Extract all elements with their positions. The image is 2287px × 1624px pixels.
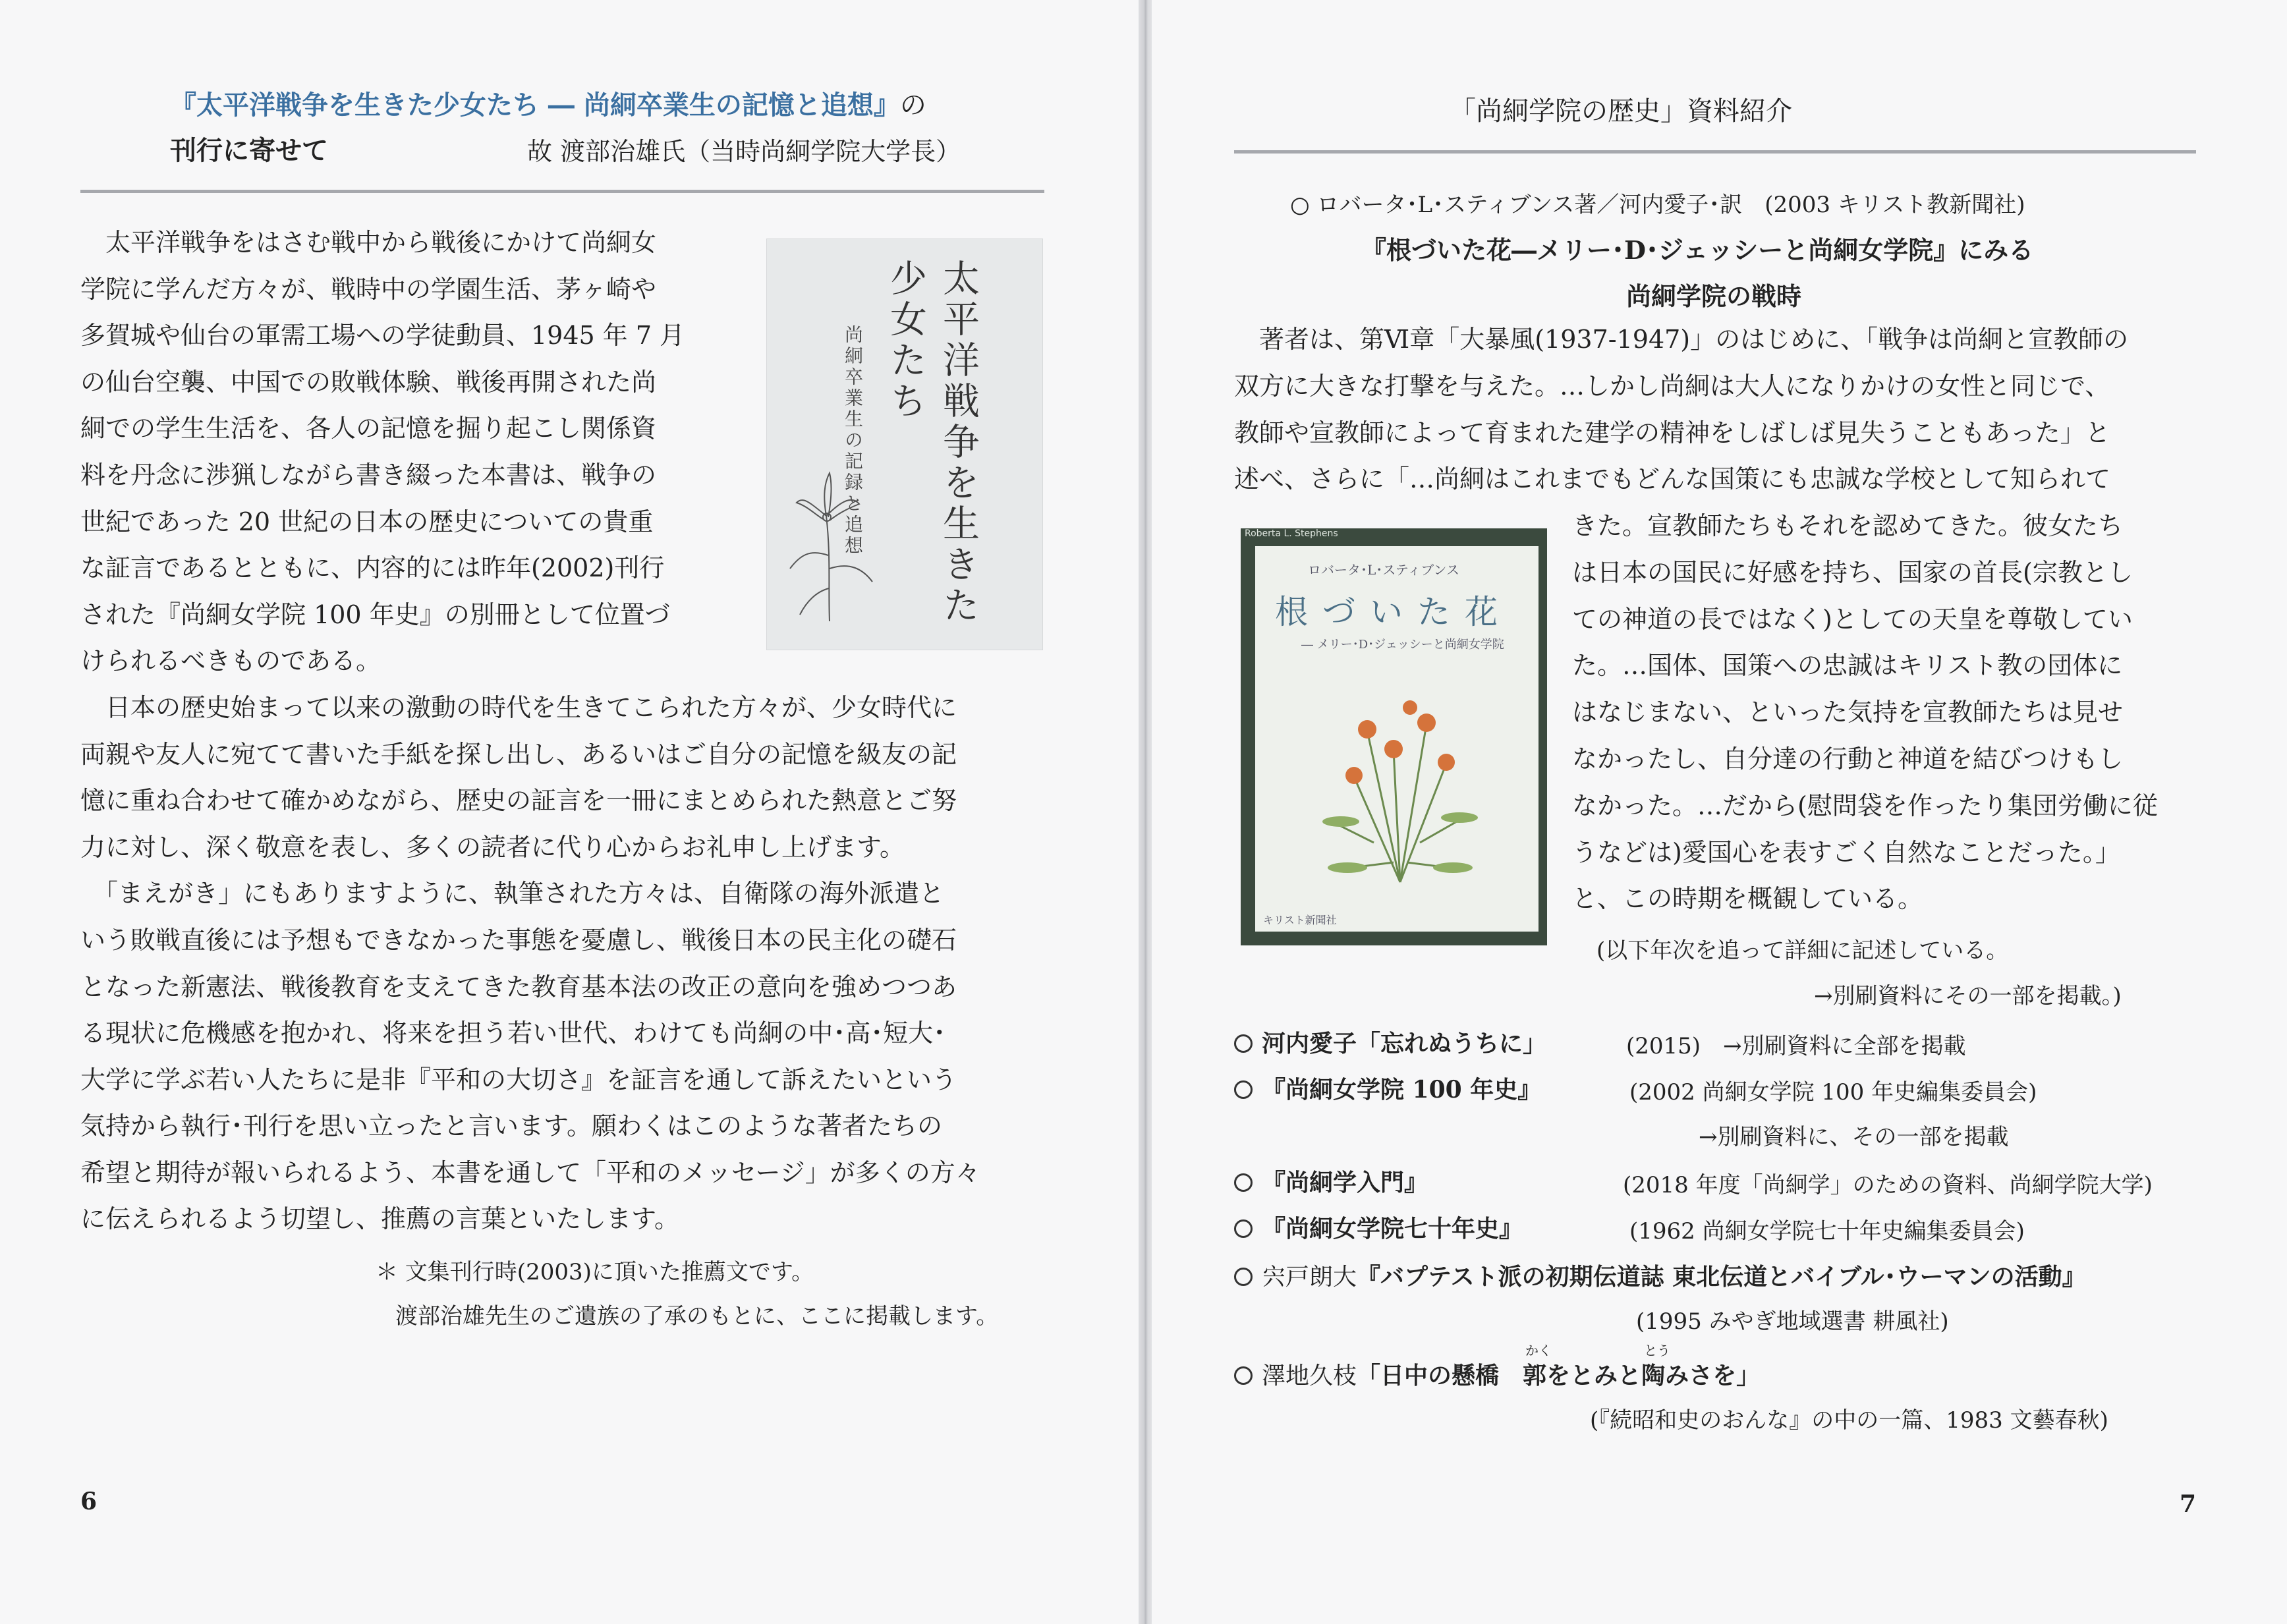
flower-illustration-icon (1295, 671, 1506, 889)
body-line: る現状に危機感を抱かれ、将来を担う若い世代、わけても尚絅の中･高･短大･ (80, 1019, 946, 1048)
title-rule (80, 190, 1044, 193)
ruby-base: 陶 (1641, 1362, 1666, 1389)
list-item (1234, 1071, 1541, 1105)
item1-section: 尚絅学院の戦時 (1626, 281, 1802, 311)
list-item-detail: (2018 年度「尚絅学」のための資料、尚絅学院大学) (1623, 1172, 2153, 1198)
body-line: 大学に学ぶ若い人たちに是非『平和の大切さ』を証言を通して訴えたいという (80, 1065, 957, 1094)
article-author: 故 渡部治雄氏（当時尚絅学院大学長） (527, 137, 961, 166)
book2-author: ロバータ･L･スティブンス (1308, 562, 1459, 578)
right-page (1152, 0, 2287, 1624)
body-line: はなじまない、といった気持を宣教師たちは見せ (1572, 698, 2124, 727)
body-line: 述べ、さらに「…尚絅はこれまでもどんな国策にも忠誠な学校として知られて (1234, 464, 2111, 494)
body-line: 教師や宣教師によって育まれた建学の精神をしばしば見失うこともあった」と (1234, 418, 2110, 447)
body-line: なかったし、自分達の行動と神道を結びつけもし (1572, 744, 2124, 773)
book-cover-image-2 (1241, 528, 1547, 945)
list-item-title: 『尚絅学入門』 (1262, 1169, 1428, 1196)
list-item-title (1357, 1343, 1761, 1389)
body-line: いう敗戦直後には予想もできなかった事態を憂慮し、戦後日本の民主化の礎石 (80, 925, 957, 955)
body-line: 双方に大きな打撃を与えた。…しかし尚絅は大人になりかけの女性と同じで、 (1234, 371, 2110, 401)
title-part: をとみと (1546, 1362, 1642, 1389)
body-line: 「まえがき」にもありますように、執筆された方々は、自衛隊の海外派遣と (80, 879, 945, 909)
list-item (1234, 1258, 2086, 1292)
circle-bullet-icon (1234, 1034, 1253, 1053)
list-item (1234, 1164, 1428, 1198)
item1-citation: ○ ロバータ･L･スティブンス著／河内愛子･訳 (2003 キリスト教新聞社) (1290, 192, 2025, 218)
list-item (1234, 1210, 1523, 1244)
body-line: けられるべきものである。 (80, 646, 381, 676)
article-body (80, 219, 1052, 1243)
article-subtitle: 刊行に寄せて (170, 135, 328, 166)
circle-bullet-icon (1234, 1080, 1253, 1099)
list-item-detail-2: →別刷資料に、その一部を掲載 (1699, 1124, 2009, 1150)
ruby-reading: かく (1525, 1343, 1552, 1358)
body-line: は日本の国民に好感を持ち、国家の首長(宗教とし (1572, 557, 2133, 587)
body-line: 料を丹念に渉猟しながら書き綴った本書は、戦争の (80, 460, 657, 490)
list-item-author: 宍戸朗大 (1262, 1264, 1357, 1291)
body-line: 絅での学生生活を、各人の記憶を掘り起こし関係資 (80, 414, 657, 443)
body-line: 著者は、第Ⅵ章「大暴風(1937-1947)」のはじめに、「戦争は尚絅と宣教師の (1234, 325, 2129, 354)
footnote-1: ＊ 文集刊行時(2003)に頂いた推薦文です。 (376, 1259, 814, 1285)
list-item-detail: (1995 みやぎ地域選書 耕風社) (1636, 1308, 1949, 1335)
footnote-2: 渡部治雄先生のご遺族の了承のもとに、ここに掲載します。 (395, 1303, 999, 1330)
list-item-author: 澤地久枝 (1262, 1362, 1357, 1389)
book2-band: Roberta L. Stephens (1245, 528, 1338, 539)
article-title-text: 『太平洋戦争を生きた少女たち ― 尚絅卒業生の記憶と追想』 (170, 90, 900, 121)
body-line: なかった。…だから(慰問袋を作ったり集団労働に従 (1572, 791, 2158, 820)
list-item-title: 『バプテスト派の初期伝道誌 東北伝道とバイブル･ウーマンの活動』 (1357, 1263, 2086, 1291)
circle-bullet-icon (1234, 1173, 1253, 1192)
body-line: 気持から執行･刊行を思い立ったと言います。願わくはこのような著者たちの (80, 1111, 942, 1141)
item1-body (1234, 316, 2128, 503)
book2-cover-inner (1255, 546, 1539, 932)
article-title (170, 84, 926, 122)
list-item (1234, 1343, 1761, 1391)
section-title-rule (1234, 150, 2196, 154)
item1-note-b: →別刷資料にその一部を掲載。) (1814, 983, 2122, 1009)
circle-bullet-icon (1234, 1268, 1253, 1286)
article-title-suffix: の (899, 90, 926, 121)
body-line: ての神道の長ではなく)としての天皇を尊敬してい (1572, 604, 2133, 634)
body-line: に伝えられるよう切望し、推薦の言葉といたします。 (80, 1204, 679, 1234)
body-line: 憶に重ね合わせて確かめながら、歴史の証言を一冊にまとめられた熱意とご努 (80, 786, 957, 816)
body-line: となった新憲法、戦後教育を支えてきた教育基本法の改正の意向を強めつつあ (80, 972, 957, 1001)
title-part: 「日中の懸橋 (1357, 1362, 1523, 1389)
body-line: 太平洋戦争をはさむ戦中から戦後にかけて尚絅女 (80, 228, 657, 257)
book2-title: 根づいた花 (1275, 593, 1512, 631)
list-item-detail: (2002 尚絅女学院 100 年史編集委員会) (1629, 1079, 2037, 1106)
ruby-kaku (1523, 1343, 1552, 1391)
body-line: の仙台空襲、中国での敗戦体験、戦後再開された尚 (80, 367, 657, 397)
book-cover-title: 太平洋戦争を生きた少女たち (884, 259, 980, 627)
body-line: きた。宣教師たちもそれを認めてきた。彼女たち (1572, 511, 2124, 540)
body-line: 世紀であった 20 世紀の日本の歴史についての貴重 (80, 507, 654, 536)
ruby-tou (1641, 1343, 1671, 1391)
list-item-detail: (1962 尚絅女学院七十年史編集委員会) (1629, 1218, 2025, 1245)
body-line: 多賀城や仙台の軍需工場への学徒動員、1945 年 7 月 (80, 321, 685, 350)
book-cover-subtitle: 尚絅卒業生の記録と追想 (842, 325, 864, 557)
body-line: な証言であるとともに、内容的には昨年(2002)刊行 (80, 553, 665, 583)
circle-bullet-icon (1234, 1366, 1253, 1385)
list-item-detail: (『続昭和史のおんな』の中の一篇、1983 文藝春秋) (1590, 1407, 2108, 1434)
body-line: 両親や友人に宛てて書いた手紙を探し出し、あるいはご自分の記憶を級友の記 (80, 739, 957, 769)
list-item (1234, 1025, 1546, 1059)
body-line: 希望と期待が報いられるよう、本書を通して「平和のメッセージ」が多くの方々 (80, 1158, 980, 1187)
list-item-title: 河内愛子「忘れぬうちに」 (1262, 1030, 1547, 1057)
title-part: みさを」 (1665, 1362, 1761, 1389)
ruby-base: 郭 (1523, 1362, 1547, 1389)
list-item-detail: (2015) →別刷資料に全部を掲載 (1626, 1033, 1966, 1059)
body-line: 学院に学んだ方々が、戦時中の学園生活、茅ヶ崎や (80, 274, 657, 304)
ruby-reading: とう (1644, 1343, 1671, 1358)
section-title: 「尚絅学院の歴史」資料紹介 (1450, 96, 1792, 126)
body-line: 日本の歴史始まって以来の激動の時代を生きてこられた方々が、少女時代に (80, 692, 957, 722)
page-number-right: 7 (2180, 1490, 2197, 1518)
list-item-title: 『尚絅女学院 100 年史』 (1262, 1076, 1542, 1104)
item1-body-side (1572, 503, 2158, 922)
page-number-left: 6 (80, 1488, 98, 1515)
circle-bullet-icon (1234, 1219, 1253, 1238)
book2-subtitle: ― メリー･D･ジェッシーと尚絅女学院 (1301, 638, 1504, 652)
list-item-title: 『尚絅女学院七十年史』 (1262, 1215, 1523, 1243)
body-line: された『尚絅女学院 100 年史』の別冊として位置づ (80, 600, 670, 629)
item1-note-a: (以下年次を追って詳細に記述している。 (1596, 938, 2009, 964)
body-line: と、この時期を概観している。 (1572, 884, 1923, 914)
body-line: た。…国体、国策への忠誠はキリスト教の団体に (1572, 651, 2123, 681)
body-line: 力に対し、深く敬意を表し、多くの読者に代り心からお礼申し上げます。 (80, 832, 905, 862)
body-line: うなどは)愛国心を表すごく自然なことだった。」 (1572, 837, 2120, 867)
book2-publisher: キリスト新聞社 (1263, 914, 1337, 926)
left-page (0, 0, 1139, 1624)
item1-book-title: 『根づいた花―メリー･D･ジェッシーと尚絅女学院』にみる (1361, 235, 2034, 265)
